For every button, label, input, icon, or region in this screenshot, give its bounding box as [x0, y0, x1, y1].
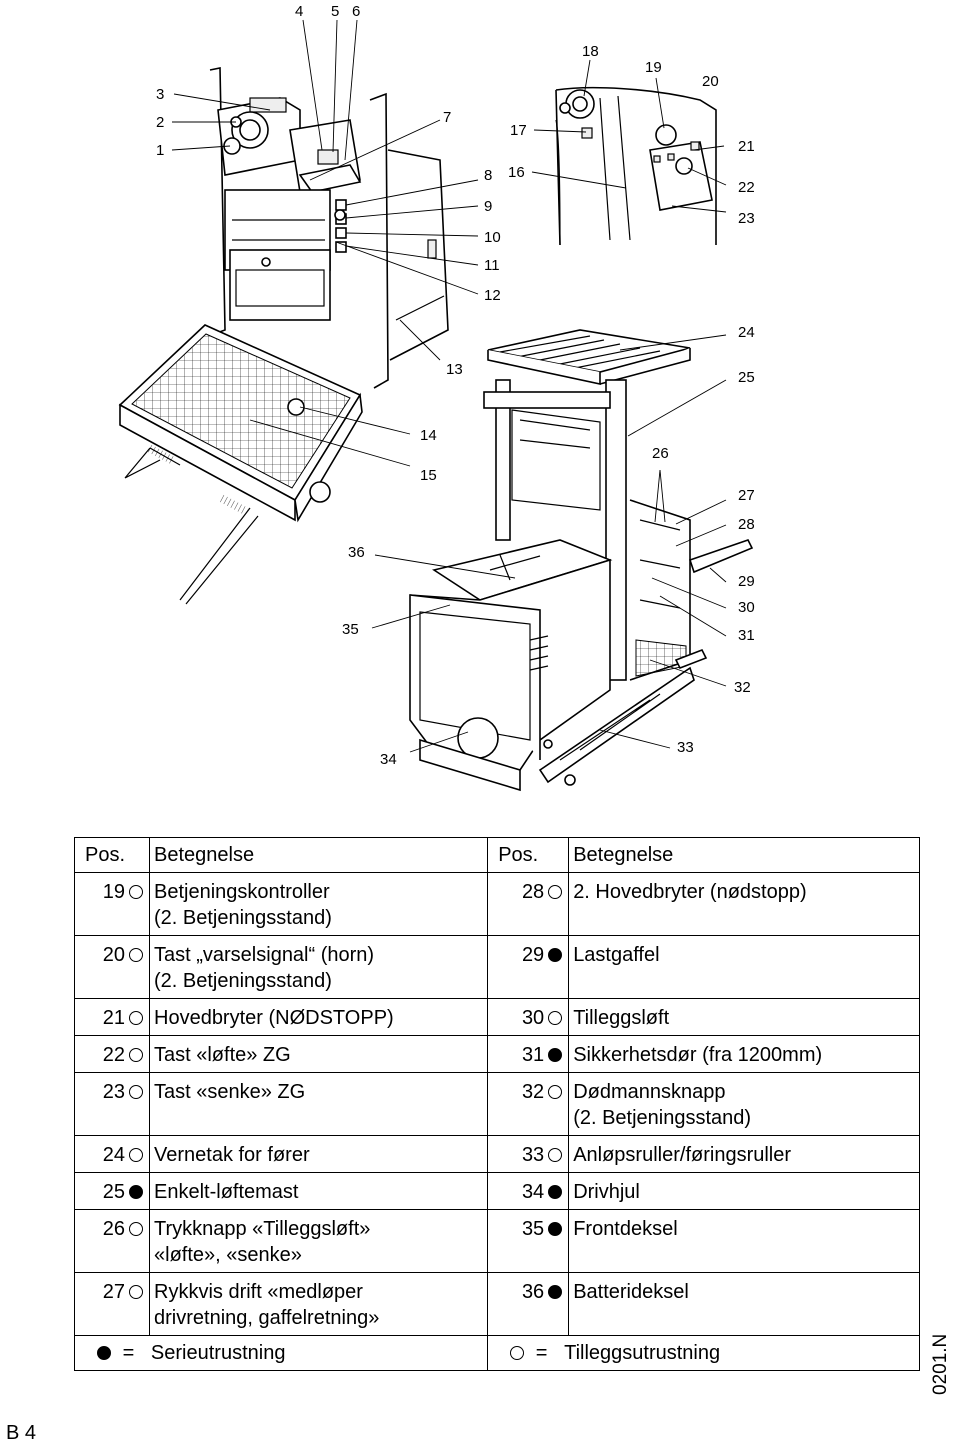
key-text-standard: Serieutrustning	[150, 1342, 286, 1364]
open-circle-icon	[129, 948, 143, 962]
position-number: 36	[521, 1281, 545, 1303]
name-header-right: Betegnelse	[569, 838, 920, 873]
legend-row	[75, 1210, 920, 1273]
second-station-panel-drawing	[556, 88, 716, 245]
position-number: 22	[102, 1044, 125, 1066]
legend-body	[75, 873, 920, 1336]
callout-32: 32	[734, 679, 751, 696]
callout-5: 5	[331, 3, 340, 20]
open-circle-icon	[548, 885, 562, 899]
position-number: 32	[521, 1081, 545, 1103]
callout-6: 6	[352, 3, 361, 20]
legend-key-row	[75, 1336, 920, 1371]
open-circle-icon	[548, 1148, 562, 1162]
position-number: 33	[521, 1144, 545, 1166]
legend-header-row	[75, 838, 920, 873]
open-circle-icon	[129, 1085, 143, 1099]
legend-label-right: Lastgaffel	[569, 936, 920, 999]
callout-33: 33	[677, 739, 694, 756]
open-circle-icon	[129, 885, 143, 899]
callout-15: 15	[420, 467, 437, 484]
position-number: 34	[521, 1181, 545, 1203]
callout-17: 17	[510, 122, 527, 139]
callout-20: 20	[702, 73, 719, 90]
position-number: 20	[102, 944, 125, 966]
legend-label-right: Batterideksel	[569, 1273, 920, 1336]
legend-pos-left	[75, 999, 150, 1036]
legend-pos-right	[488, 873, 569, 936]
pos-header-left: Pos.	[75, 838, 150, 873]
callout-34: 34	[380, 751, 397, 768]
legend-row	[75, 999, 920, 1036]
position-number: 29	[521, 944, 545, 966]
callout-30: 30	[738, 599, 755, 616]
legend-pos-left	[75, 1273, 150, 1336]
legend-label-right: Frontdeksel	[569, 1210, 920, 1273]
legend-pos-left	[75, 873, 150, 936]
callout-19: 19	[645, 59, 662, 76]
position-number: 23	[102, 1081, 125, 1103]
operator-compartment-drawing	[120, 68, 448, 604]
callout-18: 18	[582, 43, 599, 60]
legend-pos-right	[488, 1210, 569, 1273]
legend-pos-left	[75, 1036, 150, 1073]
legend-pos-right	[488, 936, 569, 999]
open-circle-icon	[129, 1011, 143, 1025]
legend-row	[75, 936, 920, 999]
callout-10: 10	[484, 229, 501, 246]
open-circle-icon	[129, 1048, 143, 1062]
position-number: 35	[521, 1218, 545, 1240]
page-reference: B 4	[6, 1422, 37, 1444]
callout-4: 4	[295, 3, 304, 20]
legend-label-left: Enkelt-løftemast	[150, 1173, 488, 1210]
legend-pos-right	[488, 999, 569, 1036]
open-circle-icon	[510, 1346, 524, 1360]
legend-label-right: Dødmannsknapp (2. Betjeningsstand)	[569, 1073, 920, 1136]
callout-21: 21	[738, 138, 755, 155]
callout-31: 31	[738, 627, 755, 644]
key-text-optional: Tilleggsutrustning	[564, 1342, 721, 1364]
legend-table	[74, 837, 920, 1371]
legend-label-left: Tast «senke» ZG	[150, 1073, 488, 1136]
legend-label-left: Betjeningskontroller (2. Betjeningsstand)	[150, 873, 488, 936]
name-header-left: Betegnelse	[150, 838, 488, 873]
legend-pos-right	[488, 1273, 569, 1336]
legend-label-right: Drivhjul	[569, 1173, 920, 1210]
legend-pos-left	[75, 1210, 150, 1273]
callout-22: 22	[738, 179, 755, 196]
legend-label-left: Trykknapp «Tilleggsløft» «løfte», «senke»	[150, 1210, 488, 1273]
legend-row	[75, 1136, 920, 1173]
position-number: 30	[521, 1007, 545, 1029]
filled-circle-icon	[548, 1222, 562, 1236]
callout-29: 29	[738, 573, 755, 590]
filled-circle-icon	[129, 1185, 143, 1199]
legend-key-standard	[75, 1336, 488, 1371]
position-number: 27	[102, 1281, 125, 1303]
callout-16: 16	[508, 164, 525, 181]
legend-label-left: Hovedbryter (NØDSTOPP)	[150, 999, 488, 1036]
callout-2: 2	[156, 114, 165, 131]
callout-14: 14	[420, 427, 437, 444]
callout-26: 26	[652, 445, 669, 462]
legend-label-left: Vernetak for fører	[150, 1136, 488, 1173]
whole-truck-drawing	[410, 330, 752, 790]
position-number: 28	[521, 881, 545, 903]
position-number: 19	[102, 881, 125, 903]
legend-pos-right	[488, 1136, 569, 1173]
callout-36: 36	[348, 544, 365, 561]
key-eq-optional: =	[535, 1342, 548, 1364]
legend-row	[75, 1073, 920, 1136]
legend-label-left: Rykkvis drift «medløper drivretning, gaffelretning»	[150, 1273, 488, 1336]
position-number: 25	[102, 1181, 125, 1203]
legend-label-right: Sikkerhetsdør (fra 1200mm)	[569, 1036, 920, 1073]
legend-row	[75, 1273, 920, 1336]
open-circle-icon	[129, 1285, 143, 1299]
legend-row	[75, 1173, 920, 1210]
legend-key-optional	[488, 1336, 920, 1371]
callout-13: 13	[446, 361, 463, 378]
filled-circle-icon	[548, 1048, 562, 1062]
legend-pos-left	[75, 936, 150, 999]
callout-3: 3	[156, 86, 165, 103]
callout-25: 25	[738, 369, 755, 386]
legend-label-left: Tast «løfte» ZG	[150, 1036, 488, 1073]
callout-28: 28	[738, 516, 755, 533]
key-eq-standard: =	[122, 1342, 135, 1364]
legend-pos-right	[488, 1036, 569, 1073]
legend-label-right: Tilleggsløft	[569, 999, 920, 1036]
legend-pos-right	[488, 1073, 569, 1136]
callout-12: 12	[484, 287, 501, 304]
document-code: 0201.N	[930, 1333, 951, 1395]
callout-11: 11	[484, 257, 500, 274]
legend-pos-left	[75, 1073, 150, 1136]
legend-label-left: Tast „varselsignal“ (horn) (2. Betjeningsstand)	[150, 936, 488, 999]
filled-circle-icon	[548, 1185, 562, 1199]
open-circle-icon	[548, 1085, 562, 1099]
position-number: 24	[102, 1144, 125, 1166]
position-number: 26	[102, 1218, 125, 1240]
legend-label-right: Anløpsruller/føringsruller	[569, 1136, 920, 1173]
callout-35: 35	[342, 621, 359, 638]
callout-27: 27	[738, 487, 755, 504]
legend-row	[75, 1036, 920, 1073]
callout-8: 8	[484, 167, 493, 184]
open-circle-icon	[129, 1148, 143, 1162]
callout-24: 24	[738, 324, 755, 341]
filled-circle-icon	[548, 1285, 562, 1299]
callout-7: 7	[443, 109, 452, 126]
callout-9: 9	[484, 198, 493, 215]
position-number: 31	[521, 1044, 545, 1066]
position-number: 21	[102, 1007, 125, 1029]
open-circle-icon	[548, 1011, 562, 1025]
open-circle-icon	[129, 1222, 143, 1236]
legend-pos-right	[488, 1173, 569, 1210]
legend-pos-left	[75, 1173, 150, 1210]
callout-1: 1	[156, 142, 165, 159]
legend-pos-left	[75, 1136, 150, 1173]
filled-circle-icon	[548, 948, 562, 962]
callout-23: 23	[738, 210, 755, 227]
legend-row	[75, 873, 920, 936]
filled-circle-icon	[97, 1346, 111, 1360]
pos-header-right: Pos.	[488, 838, 569, 873]
legend-label-right: 2. Hovedbryter (nødstopp)	[569, 873, 920, 936]
